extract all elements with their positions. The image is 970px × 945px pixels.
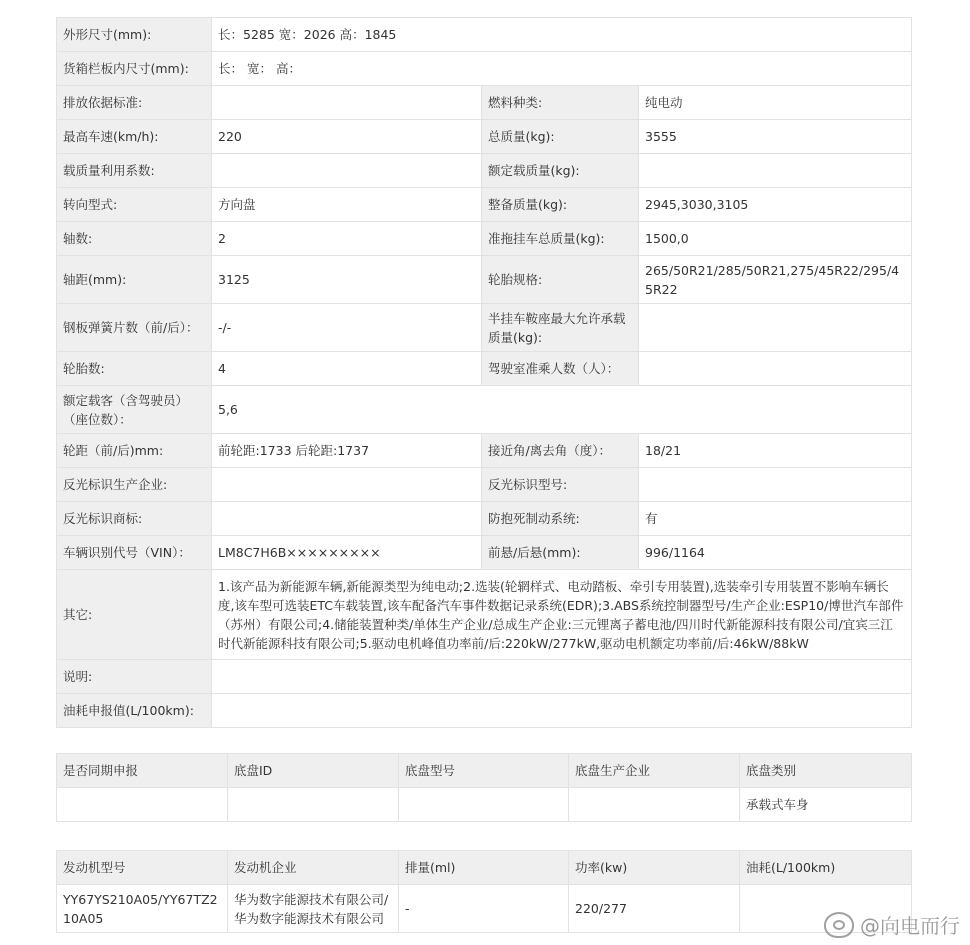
column-header: 排量(ml) <box>399 851 569 885</box>
cab-label: 驾驶室准乘人数（人）： <box>482 352 639 386</box>
column-header: 底盘ID <box>228 754 399 788</box>
total-mass-value: 3555 <box>639 120 912 154</box>
table-cell <box>57 788 228 822</box>
tire-spec-label: 轮胎规格: <box>482 256 639 304</box>
reflector-brand-label: 反光标识商标: <box>57 502 212 536</box>
engine-table <box>56 850 912 933</box>
table-header-row <box>57 851 912 885</box>
column-header: 底盘生产企业 <box>569 754 740 788</box>
curb-mass-label: 整备质量(kg): <box>482 188 639 222</box>
table-cell <box>399 788 569 822</box>
speed-label: 最高车速(km/h): <box>57 120 212 154</box>
track-value: 前轮距:1733 后轮距:1737 <box>212 434 482 468</box>
table-row <box>57 788 912 822</box>
table-cell: 220/277 <box>569 885 740 933</box>
reflector-maker-value <box>212 468 482 502</box>
consumption-label: 油耗申报值(L/100km): <box>57 694 212 728</box>
table-cell: YY67YS210A05/YY67TZ210A05 <box>57 885 228 933</box>
watermark-text: @向电而行 <box>860 914 960 938</box>
spec-row <box>57 86 912 120</box>
emission-label: 排放依据标准: <box>57 86 212 120</box>
column-header: 是否同期申报 <box>57 754 228 788</box>
reflector-brand-value <box>212 502 482 536</box>
load-util-label: 载质量利用系数: <box>57 154 212 188</box>
reflector-model-value <box>639 468 912 502</box>
abs-value: 有 <box>639 502 912 536</box>
wheelbase-value: 3125 <box>212 256 482 304</box>
angle-label: 接近角/离去角（度）： <box>482 434 639 468</box>
leaf-spring-label: 钢板弹簧片数（前/后）： <box>57 304 212 352</box>
table-row <box>57 885 912 933</box>
table-header-row <box>57 754 912 788</box>
steering-label: 转向型式: <box>57 188 212 222</box>
table-cell: 华为数字能源技术有限公司/华为数字能源技术有限公司 <box>228 885 399 933</box>
note-value <box>212 660 912 694</box>
spec-row <box>57 304 912 352</box>
dimensions-label: 外形尺寸(mm): <box>57 18 212 52</box>
vin-label: 车辆识别代号（VIN）： <box>57 536 212 570</box>
column-header: 发动机企业 <box>228 851 399 885</box>
spec-row <box>57 188 912 222</box>
column-header: 油耗(L/100km) <box>740 851 912 885</box>
spec-row <box>57 222 912 256</box>
reflector-maker-label: 反光标识生产企业: <box>57 468 212 502</box>
spec-row <box>57 386 912 434</box>
angle-value: 18/21 <box>639 434 912 468</box>
spec-row <box>57 502 912 536</box>
note-label: 说明: <box>57 660 212 694</box>
axles-value: 2 <box>212 222 482 256</box>
table-cell: - <box>399 885 569 933</box>
column-header: 发动机型号 <box>57 851 228 885</box>
weibo-logo-icon <box>824 912 854 938</box>
steering-value: 方向盘 <box>212 188 482 222</box>
cargo-value: 长： 宽： 高： <box>212 52 912 86</box>
vin-value: LM8C7H6B××××××××× <box>212 536 482 570</box>
speed-value: 220 <box>212 120 482 154</box>
other-label: 其它: <box>57 570 212 660</box>
saddle-value <box>639 304 912 352</box>
rated-load-label: 额定载质量(kg): <box>482 154 639 188</box>
spec-row <box>57 434 912 468</box>
saddle-label: 半挂车鞍座最大允许承载质量(kg): <box>482 304 639 352</box>
overhang-label: 前悬/后悬(mm): <box>482 536 639 570</box>
curb-mass-value: 2945,3030,3105 <box>639 188 912 222</box>
seats-label: 额定载客（含驾驶员）（座位数）： <box>57 386 212 434</box>
wheelbase-label: 轴距(mm): <box>57 256 212 304</box>
column-header: 底盘型号 <box>399 754 569 788</box>
other-value: 1.该产品为新能源车辆,新能源类型为纯电动;2.选装(轮辋样式、电动踏板、牵引专用装置),选装牵引专用装置不影响车辆长度,该车型可选装ETC车载装置,该车配备汽车事件数据记录系统(EDR);3.ABS系统控制器型号/生产企业:ESP10/博世汽车部件（苏州）有限公司;4.储能装置种类/单体生产企业/总成生产企业:三元锂离子蓄电池/四川时代新能源科技有限公司/宜宾三江时代新能源科技有限公司;5.驱动电机峰值功率前/后:220kW/277kW,驱动电机额定功率前/后:46kW/88kW <box>212 570 912 660</box>
dimensions-value: 长：5285 宽：2026 高：1845 <box>212 18 912 52</box>
column-header: 底盘类别 <box>740 754 912 788</box>
axles-label: 轴数: <box>57 222 212 256</box>
chassis-table <box>56 753 912 822</box>
tire-spec-value: 265/50R21/285/50R21,275/45R22/295/45R22 <box>639 256 912 304</box>
emission-value <box>212 86 482 120</box>
table-cell <box>228 788 399 822</box>
tires-value: 4 <box>212 352 482 386</box>
cab-value <box>639 352 912 386</box>
overhang-value: 996/1164 <box>639 536 912 570</box>
reflector-model-label: 反光标识型号: <box>482 468 639 502</box>
spec-row <box>57 52 912 86</box>
spec-table <box>56 17 912 728</box>
watermark <box>824 910 960 939</box>
abs-label: 防抱死制动系统: <box>482 502 639 536</box>
total-mass-label: 总质量(kg): <box>482 120 639 154</box>
track-label: 轮距（前/后)mm: <box>57 434 212 468</box>
seats-value: 5,6 <box>212 386 912 434</box>
spec-row <box>57 570 912 660</box>
column-header: 功率(kw) <box>569 851 740 885</box>
spec-row <box>57 352 912 386</box>
rated-load-value <box>639 154 912 188</box>
table-cell <box>569 788 740 822</box>
load-util-value <box>212 154 482 188</box>
cargo-label: 货箱栏板内尺寸(mm): <box>57 52 212 86</box>
spec-row <box>57 120 912 154</box>
spec-row <box>57 694 912 728</box>
spec-row <box>57 256 912 304</box>
spec-row <box>57 154 912 188</box>
spec-row <box>57 18 912 52</box>
leaf-spring-value: -/- <box>212 304 482 352</box>
table-cell: 承载式车身 <box>740 788 912 822</box>
spec-row <box>57 660 912 694</box>
trailer-value: 1500,0 <box>639 222 912 256</box>
spec-row <box>57 468 912 502</box>
fuel-label: 燃料种类: <box>482 86 639 120</box>
spec-row <box>57 536 912 570</box>
consumption-value <box>212 694 912 728</box>
trailer-label: 准拖挂车总质量(kg): <box>482 222 639 256</box>
tires-label: 轮胎数: <box>57 352 212 386</box>
fuel-value: 纯电动 <box>639 86 912 120</box>
